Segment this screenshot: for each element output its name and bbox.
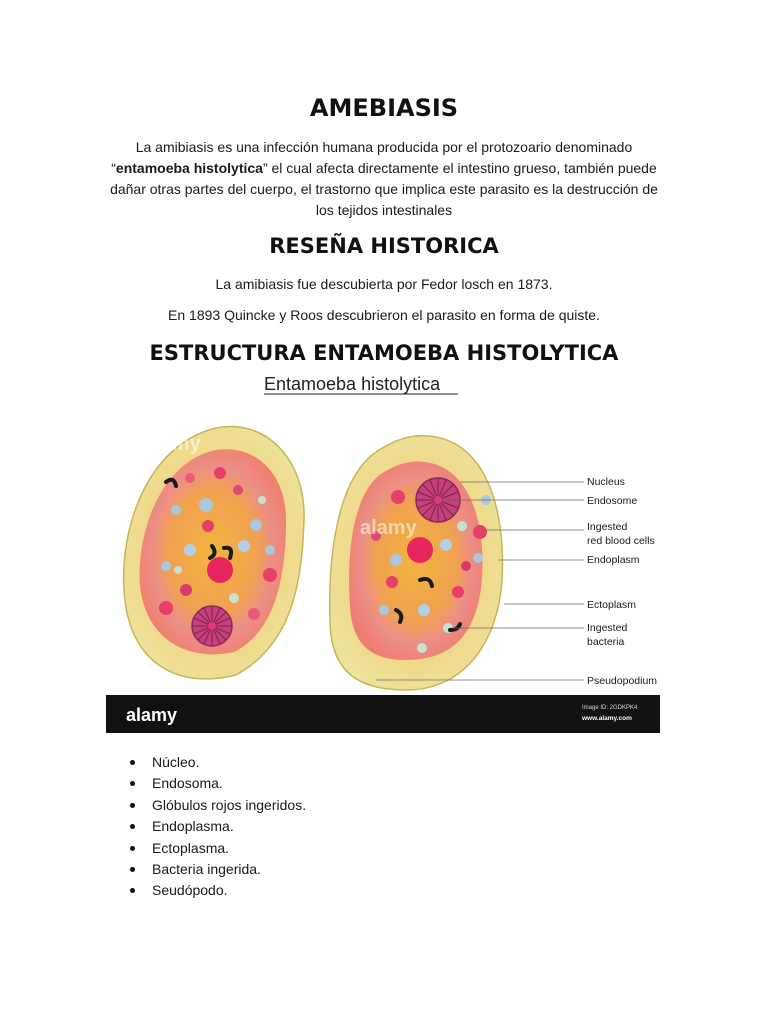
label-endoplasm: Endoplasm [587,554,640,566]
left-amoeba [124,427,304,679]
entamoeba-diagram [106,370,660,733]
label-ingested-rbc-2: red blood cells [587,535,655,547]
footer-url: www.alamy.com [582,715,632,722]
label-endosome: Endosome [587,495,638,507]
intro-text-before: La amibiasis es una infección humana producida por el protozoario denominado “ [111,139,633,176]
label-ingested-bacteria-2: bacteria [587,636,625,648]
watermark-2: alamy [360,517,417,539]
section-heading-resena: RESEÑA HISTORICA [269,234,499,258]
structure-list [128,752,306,902]
label-pseudopodium: Pseudopodium [587,675,658,687]
list-item: Endosoma. [128,773,306,794]
intro-text-after: ” el cual afecta directamente el intestino grueso, también puede dañar otras partes del cuerpo, el trastorno que implica este parasito es la destrucción de los tejidos intestinales [110,160,658,218]
list-item: Bacteria ingerida. [128,859,306,880]
right-amoeba [330,436,503,690]
label-ingested-bacteria-1: Ingested [587,622,628,634]
list-item: Ectoplasma. [128,838,306,859]
list-item: Glóbulos rojos ingeridos. [128,795,306,816]
resena-paragraph-1: La amibiasis fue descubierta por Fedor losch en 1873. [215,276,553,292]
page-title: AMEBIASIS [309,94,459,122]
stock-footer-bar [106,695,660,733]
watermark-1: alamy [144,433,201,455]
list-item: Seudópodo. [128,880,306,901]
footer-image-id: Image ID: 2GDKPK4 [582,705,638,711]
list-item: Núcleo. [128,752,306,773]
section-heading-estructura: ESTRUCTURA ENTAMOEBA HISTOLYTICA [149,341,619,365]
label-nucleus: Nucleus [587,476,625,488]
left-nucleus [192,606,232,646]
figure-title: Entamoeba histolytica [264,374,441,394]
label-ingested-rbc-1: Ingested [587,521,628,533]
intro-paragraph [104,137,664,221]
footer-brand: alamy [126,705,178,725]
intro-bold-term: entamoeba histolytica [115,160,263,176]
list-item: Endoplasma. [128,816,306,837]
label-ectoplasm: Ectoplasm [587,599,637,611]
resena-paragraph-2: En 1893 Quincke y Roos descubrieron el parasito en forma de quiste. [168,307,600,323]
